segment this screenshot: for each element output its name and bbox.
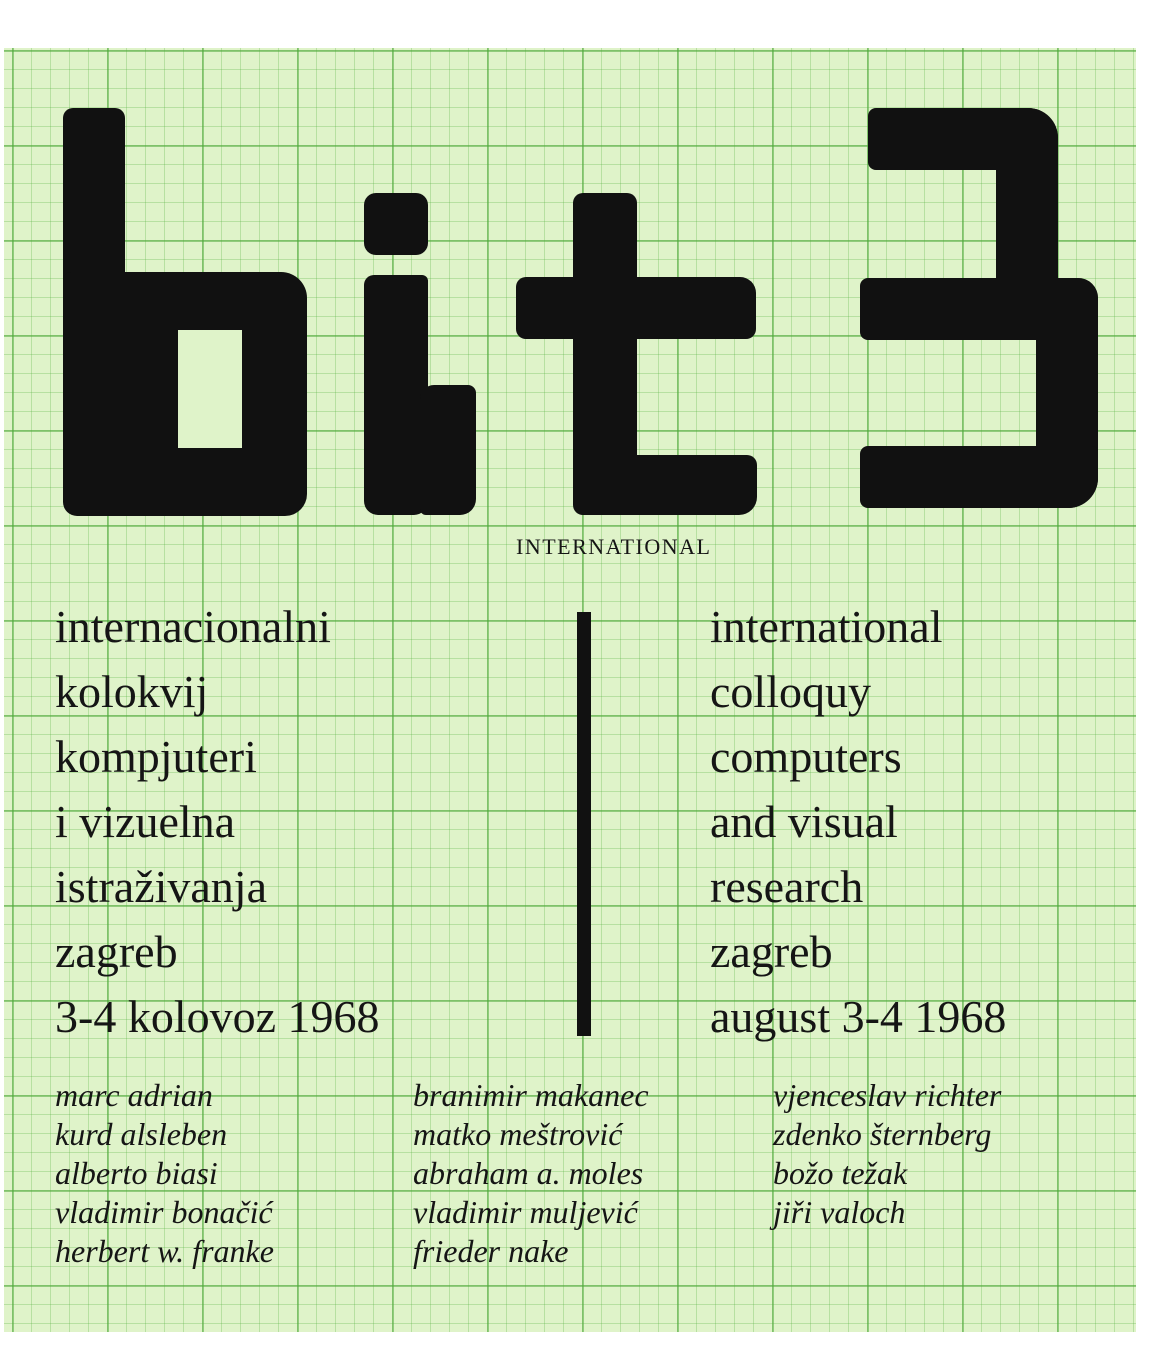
participant-name: frieder nake: [413, 1233, 569, 1269]
participants-column-3: [773, 1076, 1001, 1232]
logo-letter-i-foot: [420, 385, 476, 515]
english-line: zagreb: [710, 926, 833, 977]
english-line: colloquy: [710, 666, 871, 717]
local-line: istraživanja: [55, 861, 268, 912]
participant-name: kurd alsleben: [55, 1116, 228, 1152]
english-line: august 3-4 1968: [710, 991, 1007, 1042]
logo-subtitle: INTERNATIONAL: [516, 534, 712, 559]
english-line: international: [710, 601, 943, 652]
logo-letter-i-dot: [364, 193, 428, 255]
logo-letter-t-foot: [573, 455, 757, 515]
participant-name: vladimir bonačić: [55, 1194, 273, 1230]
logo-letter-b-counter: [178, 330, 242, 448]
participant-name: herbert w. franke: [55, 1233, 274, 1269]
participants-column-1: [55, 1076, 274, 1271]
english-line: research: [710, 861, 864, 912]
participant-name: marc adrian: [55, 1077, 213, 1113]
participants-column-2: [413, 1076, 649, 1271]
participant-name: vjenceslav richter: [773, 1077, 1002, 1113]
logo-letter-t-bar: [516, 277, 756, 339]
local-line: 3-4 kolovoz 1968: [55, 991, 380, 1042]
participant-name: božo težak: [773, 1155, 908, 1191]
local-line: zagreb: [55, 926, 178, 977]
participant-name: branimir makanec: [413, 1077, 649, 1113]
logo-digit-3-bottom: [860, 446, 1098, 508]
english-line: and visual: [710, 796, 898, 847]
participant-name: zdenko šternberg: [773, 1116, 992, 1152]
column-divider: [577, 612, 591, 1036]
local-line: i vizuelna: [55, 796, 236, 847]
logo-letter-i-stem: [364, 275, 428, 515]
english-line: computers: [710, 731, 902, 782]
local-line: kolokvij: [55, 666, 209, 717]
participant-name: matko meštrović: [413, 1116, 623, 1152]
english-column: [710, 594, 1006, 1049]
participant-name: abraham a. moles: [413, 1155, 644, 1191]
participant-name: vladimir muljević: [413, 1194, 638, 1230]
participant-name: alberto biasi: [55, 1155, 218, 1191]
local-line: internacionalni: [55, 601, 331, 652]
local-language-column: [55, 594, 380, 1049]
participant-name: jiři valoch: [773, 1194, 906, 1230]
local-line: kompjuteri: [55, 731, 257, 782]
